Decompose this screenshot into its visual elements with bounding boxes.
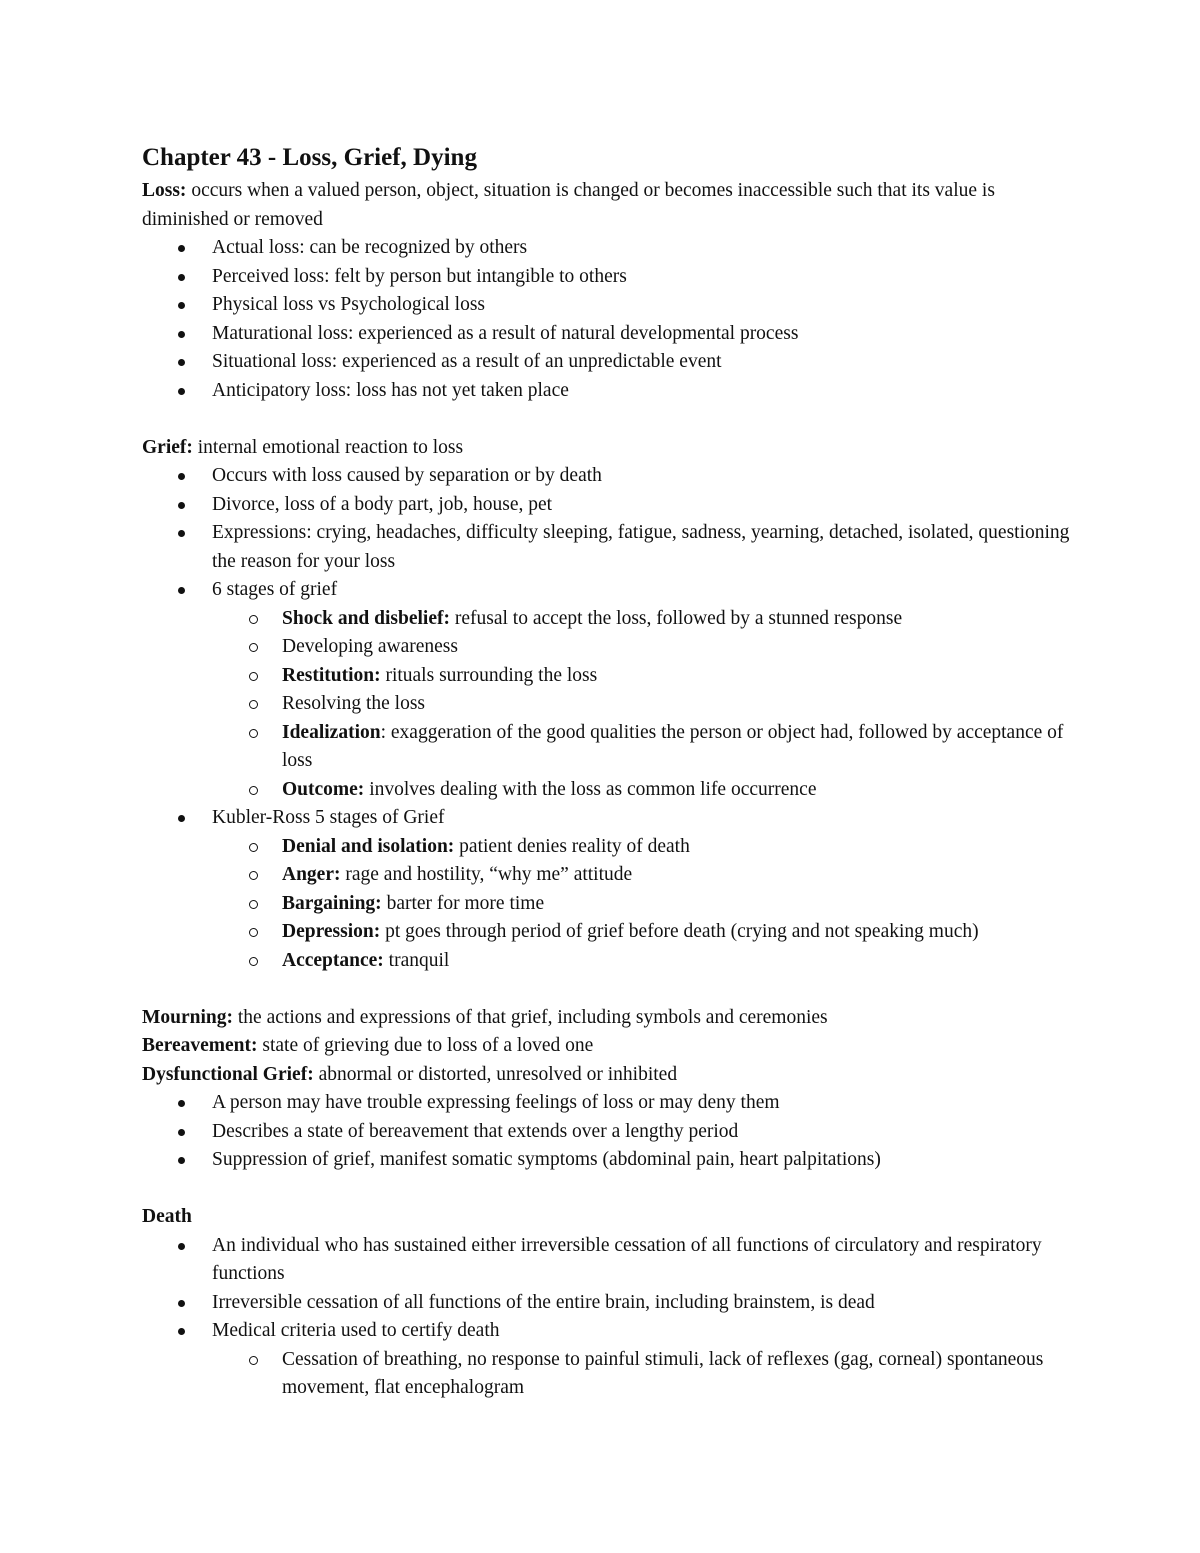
medical-criteria-item: [142, 1317, 1072, 1403]
list-item: A person may have trouble expressing feelings of loss or may deny them: [142, 1089, 1072, 1118]
loss-list: [142, 234, 1072, 405]
stage-text: rituals surrounding the loss: [380, 664, 598, 686]
list-item: Occurs with loss caused by separation or by death: [142, 462, 1072, 491]
grief-def-text: internal emotional reaction to loss: [192, 436, 464, 458]
sub-list-item: Cessation of breathing, no response to painful stimuli, lack of reflexes (gag, corneal) spontaneous movement, flat encephalogram: [212, 1346, 1072, 1403]
page-title: Chapter 43 - Loss, Grief, Dying: [142, 144, 477, 171]
stage-term: Outcome:: [282, 778, 365, 800]
list-item: Expressions: crying, headaches, difficulty sleeping, fatigue, sadness, yearning, detached, isolated, questioning the reason for your loss: [142, 519, 1072, 576]
grief-term: Grief:: [142, 436, 193, 458]
six-stages-label: 6 stages of grief: [212, 579, 338, 600]
sub-list-item: [212, 719, 1072, 776]
mourning-definition: [142, 1004, 1072, 1033]
medical-criteria-label: Medical criteria used to certify death: [212, 1320, 500, 1341]
list-item: An individual who has sustained either irreversible cessation of all functions of circulatory and respiratory functions: [142, 1232, 1072, 1289]
mourning-def-text: the actions and expressions of that grief, including symbols and ceremonies: [233, 1006, 828, 1028]
stage-text: tranquil: [383, 949, 450, 971]
sub-list-item: [212, 662, 1072, 691]
sub-list-item: [212, 776, 1072, 805]
stage-text: Resolving the loss: [282, 693, 426, 714]
medical-criteria-list: [212, 1346, 1072, 1403]
list-item: Suppression of grief, manifest somatic symptoms (abdominal pain, heart palpitations): [142, 1146, 1072, 1175]
list-item: Irreversible cessation of all functions of the entire brain, including brainstem, is dead: [142, 1289, 1072, 1318]
six-stages-list: [212, 605, 1072, 805]
stage-text: pt goes through period of grief before death (crying and not speaking much): [380, 921, 979, 942]
document-content: [142, 141, 1072, 1403]
kubler-ross-item: [142, 804, 1072, 975]
stage-text: : exaggeration of the good qualities the person or object had, followed by acceptance of loss: [282, 721, 1064, 771]
stage-term: Restitution:: [282, 664, 381, 686]
sub-list-item: [212, 947, 1072, 976]
stage-term: Bargaining:: [282, 892, 382, 914]
list-item: Perceived loss: felt by person but intangible to others: [142, 263, 1072, 292]
grief-list: [142, 462, 1072, 975]
stage-term: Anger:: [282, 864, 341, 885]
stage-text: rage and hostility, “why me” attitude: [340, 864, 633, 885]
stage-text: involves dealing with the loss as common life occurrence: [364, 778, 817, 800]
dysfunctional-list: [142, 1089, 1072, 1175]
stage-term: Depression:: [282, 921, 381, 942]
sub-list-item: [212, 918, 1072, 947]
list-item: Anticipatory loss: loss has not yet taken place: [142, 377, 1072, 406]
stage-text: refusal to accept the loss, followed by a stunned response: [449, 607, 903, 629]
stage-term: Denial and isolation:: [282, 835, 455, 857]
stage-term: Shock and disbelief:: [282, 607, 450, 629]
sub-list-item: [212, 690, 1072, 719]
sub-list-item: [212, 633, 1072, 662]
loss-term: Loss:: [142, 180, 187, 201]
loss-definition: [142, 177, 1072, 234]
sub-list-item: [212, 833, 1072, 862]
kubler-ross-list: [212, 833, 1072, 976]
dysfunctional-term: Dysfunctional Grief:: [142, 1063, 314, 1085]
sub-list-item: [212, 861, 1072, 890]
dysfunctional-def-text: abnormal or distorted, unresolved or inhibited: [313, 1063, 678, 1085]
list-item: Maturational loss: experienced as a result of natural developmental process: [142, 320, 1072, 349]
sub-list-item: [212, 890, 1072, 919]
death-heading: [142, 1203, 1072, 1232]
death-list: [142, 1232, 1072, 1403]
sub-list-item: [212, 605, 1072, 634]
death-term: Death: [142, 1206, 192, 1227]
mourning-term: Mourning:: [142, 1006, 234, 1028]
stage-term: Idealization: [282, 721, 381, 743]
stage-text: patient denies reality of death: [454, 835, 690, 857]
bereavement-def-text: state of grieving due to loss of a loved one: [257, 1035, 594, 1056]
list-item: Actual loss: can be recognized by others: [142, 234, 1072, 263]
list-item: Describes a state of bereavement that extends over a lengthy period: [142, 1118, 1072, 1147]
stage-term: Acceptance:: [282, 949, 384, 971]
loss-def-text: occurs when a valued person, object, situation is changed or becomes inaccessible such that its value is diminished or removed: [142, 180, 995, 230]
stage-text: Developing awareness: [282, 636, 458, 657]
list-item: Divorce, loss of a body part, job, house, pet: [142, 491, 1072, 520]
kubler-ross-label: Kubler-Ross 5 stages of Grief: [212, 807, 445, 828]
grief-definition: [142, 434, 1072, 463]
dysfunctional-definition: [142, 1061, 1072, 1090]
six-stages-item: [142, 576, 1072, 804]
bereavement-definition: [142, 1032, 1072, 1061]
bereavement-term: Bereavement:: [142, 1035, 258, 1056]
list-item: Situational loss: experienced as a result of an unpredictable event: [142, 348, 1072, 377]
stage-text: barter for more time: [381, 892, 545, 914]
list-item: Physical loss vs Psychological loss: [142, 291, 1072, 320]
